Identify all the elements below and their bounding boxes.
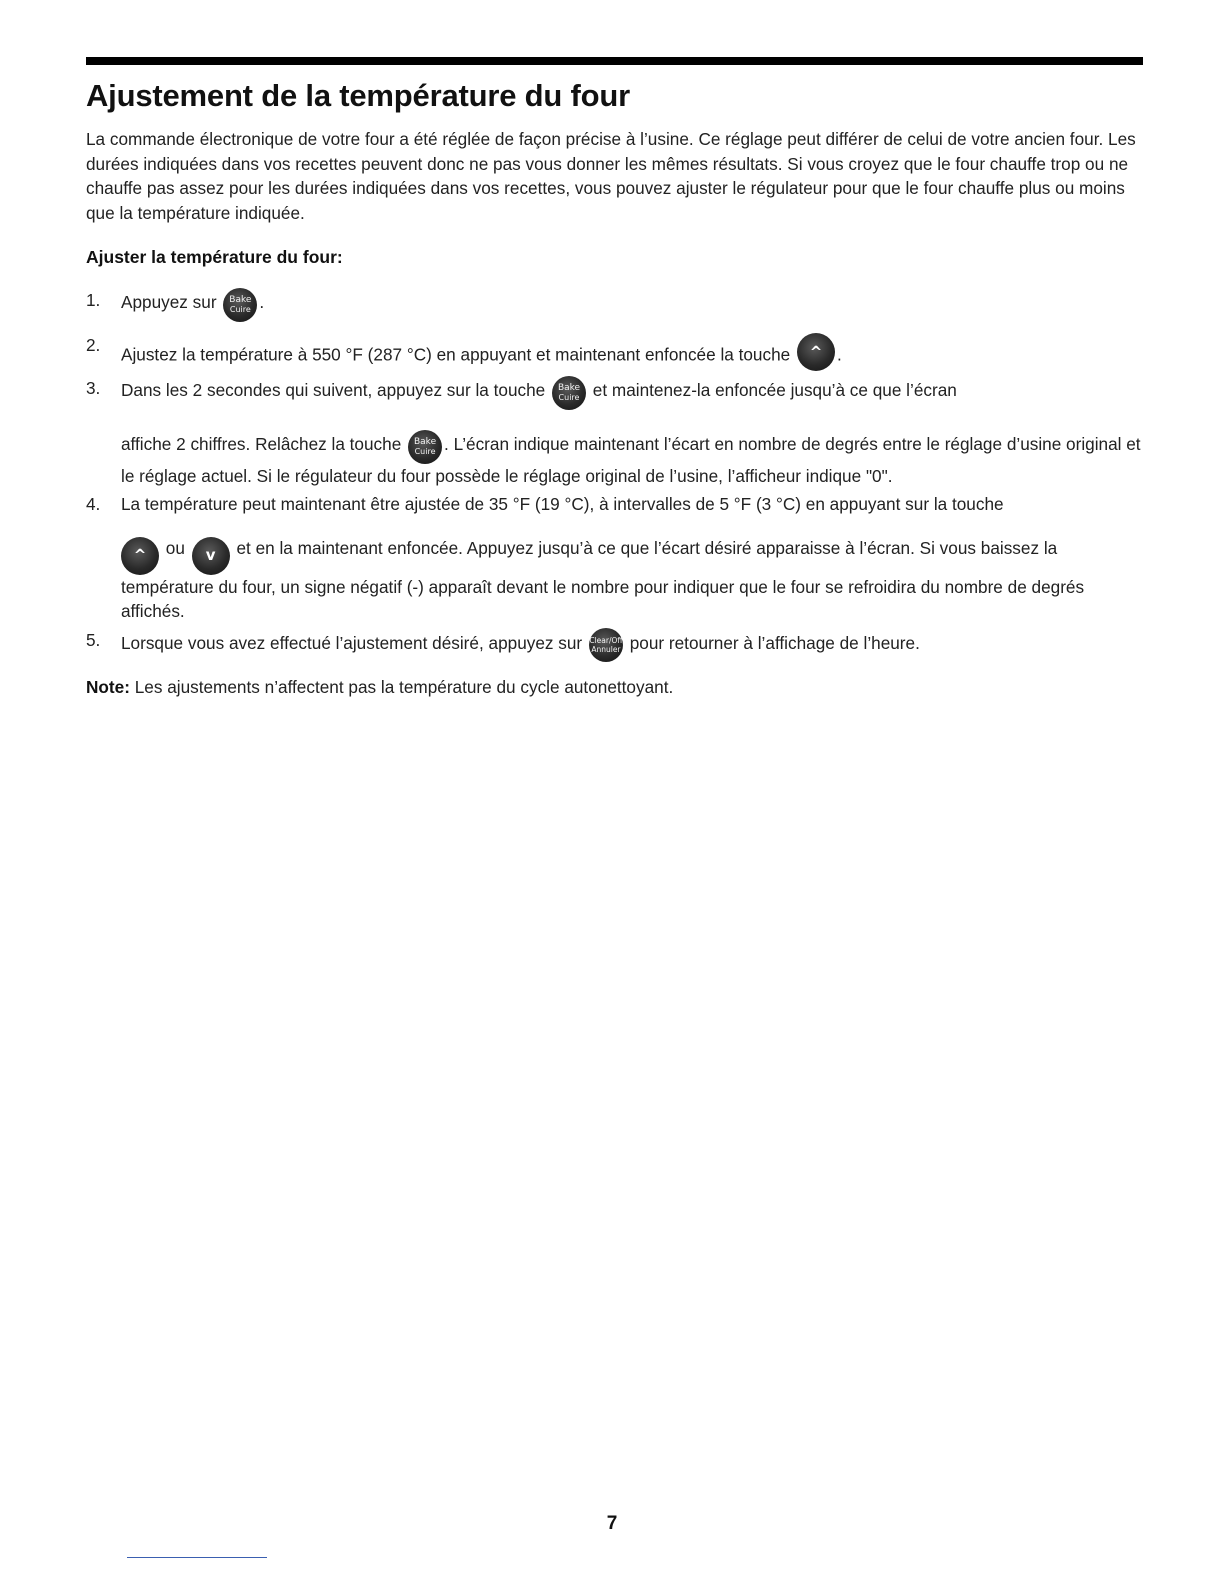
section-heading: Ajuster la température du four: xyxy=(86,247,343,267)
bake-key-label: Bake xyxy=(557,383,581,393)
down-arrow-glyph: v xyxy=(205,546,216,564)
intro-paragraph: La commande électronique de votre four a été réglée de façon précise à l’usine. Ce réglage peut différer de celui de votre ancien four. Les durées indiquées dans vos recettes peuvent donc ne pas vous donner les mêmes résultats. Si vous croyez que le four chauffe trop ou ne chauffe pas assez pour les durées indiquées dans vos recettes, vous pouvez ajuster le régulateur pour que le four chauffe plus ou moins que la température indiquée. xyxy=(86,129,1136,223)
step-text: . xyxy=(836,344,842,365)
step-number: 2. xyxy=(86,335,101,355)
clear-off-key-icon xyxy=(589,628,623,662)
bake-key-label: Bake xyxy=(413,437,437,447)
bottom-link-rule xyxy=(127,1557,267,1558)
step-text: Appuyez sur xyxy=(121,292,217,312)
clear-key-label: Clear/Off xyxy=(589,636,623,645)
up-arrow-glyph: ^ xyxy=(809,342,823,361)
bake-key-icon xyxy=(408,430,442,464)
bake-key-icon xyxy=(223,288,257,322)
step-text: Lorsque vous avez effectué l’ajustement désiré, appuyez sur xyxy=(121,633,583,653)
top-rule xyxy=(86,57,1143,65)
note-text: Les ajustements n’affectent pas la température du cycle autonettoyant. xyxy=(134,677,674,697)
step-text: Ajustez la température à 550 °F (287 °C) en appuyant et maintenant enfoncée la touche xyxy=(121,344,791,365)
bake-key-sublabel: Cuire xyxy=(229,305,251,314)
up-arrow-key-icon xyxy=(121,537,159,575)
bake-key-label: Bake xyxy=(229,295,252,305)
page-number: 7 xyxy=(606,1513,618,1534)
bake-key-sublabel: Cuire xyxy=(414,447,436,456)
step-text: et en la maintenant enfoncée. Appuyez jusqu’à ce que l’écart désiré apparaisse à l’écran. Si vous baissez la température du four, un signe négatif (-) apparaît devant le nombre pour indiquer que le four se refroidira du nombre de degrés affichés. xyxy=(121,538,1085,621)
note-label: Note: xyxy=(86,677,130,697)
step-text: La température peut maintenant être ajustée de 35 °F (19 °C), à intervalles de 5 °F (3 °C) en appuyant sur la touche xyxy=(121,494,1004,514)
step-text: affiche 2 chiffres. Relâchez la touche xyxy=(121,434,402,454)
step-text: Dans les 2 secondes qui suivent, appuyez sur la touche xyxy=(121,380,546,400)
step-text: . xyxy=(259,292,265,312)
step-number: 5. xyxy=(86,630,101,650)
page-title: Ajustement de la température du four xyxy=(86,78,631,113)
bake-key-icon xyxy=(552,376,586,410)
step-text: . L’écran indique maintenant l’écart en nombre de degrés entre le réglage d’usine original et le réglage actuel. Si le régulateur du four possède le réglage original de l’usine, l’afficheur indique "0". xyxy=(121,434,1141,486)
step-number: 4. xyxy=(86,494,101,514)
step-text: pour retourner à l’affichage de l’heure. xyxy=(629,633,920,653)
step-text: ou xyxy=(165,538,185,558)
step-number: 3. xyxy=(86,378,101,398)
step-number: 1. xyxy=(86,290,101,310)
up-arrow-glyph: ^ xyxy=(133,546,147,564)
clear-key-sublabel: Annuler xyxy=(591,644,621,654)
note xyxy=(86,677,673,698)
bake-key-sublabel: Cuire xyxy=(558,393,580,402)
up-arrow-key-icon xyxy=(797,333,835,371)
down-arrow-key-icon xyxy=(192,537,230,575)
step-text: et maintenez-la enfoncée jusqu’à ce que l’écran xyxy=(592,380,957,400)
